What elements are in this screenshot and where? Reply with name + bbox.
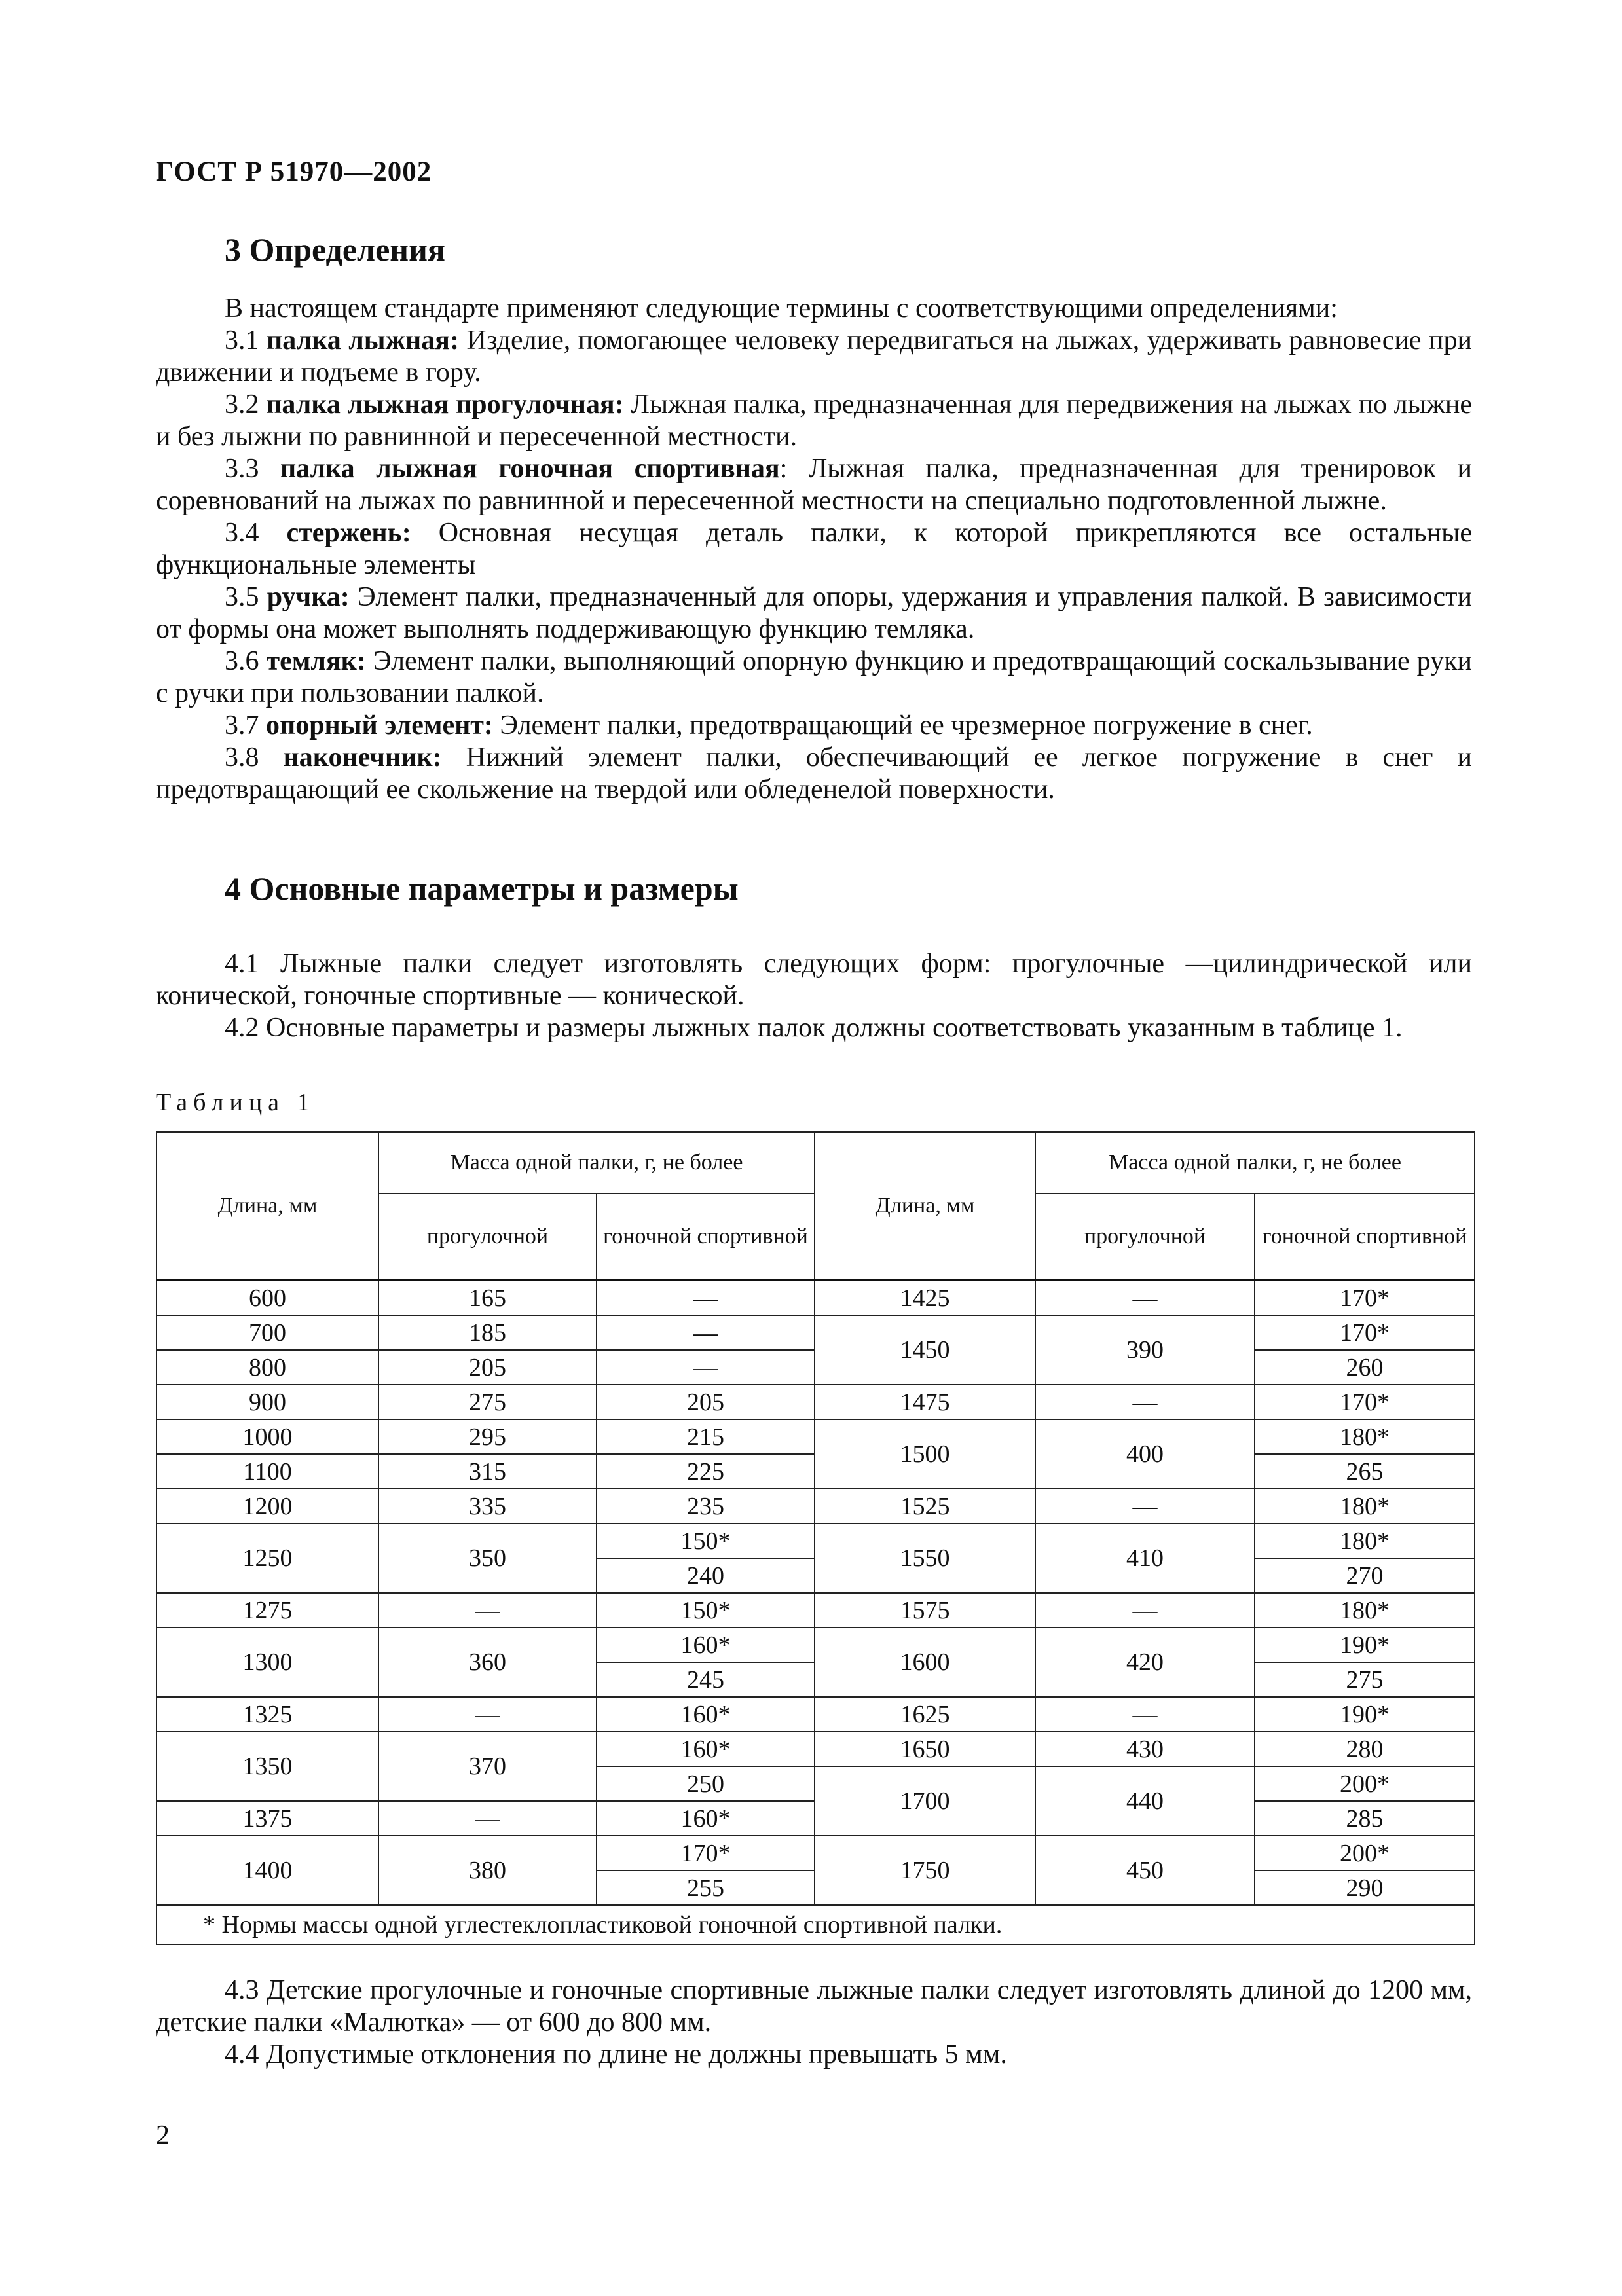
cell: 1500 [815,1419,1035,1489]
cell: 1650 [815,1732,1035,1766]
cell: 1400 [157,1836,378,1905]
cell: 360 [378,1628,597,1697]
cell: 1525 [815,1489,1035,1523]
term: стержень: [286,518,411,548]
term: темляк: [266,646,366,676]
definition-3-2: 3.2 палка лыжная прогулочная: Лыжная палка, предназначенная для передвижения на лыжах по лыжне и без лыжни по равнинной и пересеченной местности. [156,390,1472,452]
cell: 410 [1035,1523,1255,1593]
section-3-body [156,293,1472,806]
definition-3-1: 3.1 палка лыжная: Изделие, помогающее человеку передвигаться на лыжах, удерживать равновесие при движении и подъеме в гору. [156,325,1472,388]
definition-3-4: 3.4 стержень: Основная несущая деталь палки, к которой прикрепляются все остальные функциональные элементы [156,518,1472,580]
cell: 265 [1255,1454,1475,1489]
cell: 390 [1035,1315,1255,1385]
cell: — [1035,1593,1255,1628]
table-row [157,1836,1475,1870]
cell: 190* [1255,1628,1475,1662]
cell: 235 [597,1489,815,1523]
paragraph-4-3: 4.3 Детские прогулочные и гоночные спортивные лыжные палки следует изготовлять длиной до 1200 мм, детские палки «Малютка» — от 600 до 800 мм. [156,1975,1472,2037]
paragraph-4-1: 4.1 Лыжные палки следует изготовлять следующих форм: прогулочные —цилиндрической или конической, гоночные спортивные — конической. [156,949,1472,1011]
cell: 700 [157,1315,378,1350]
cell: 1625 [815,1697,1035,1732]
cell: — [378,1801,597,1836]
cell: 350 [378,1523,597,1593]
cell: — [1035,1489,1255,1523]
cell: 275 [378,1385,597,1419]
section-4-title: 4 Основные параметры и размеры [225,870,739,907]
cell: 205 [378,1350,597,1385]
cell: 1475 [815,1385,1035,1419]
cell: 180* [1255,1593,1475,1628]
table-row [157,1628,1475,1662]
cell: 800 [157,1350,378,1385]
cell: — [378,1593,597,1628]
section-4-body [156,948,1472,1044]
table-row [157,1385,1475,1419]
cell: 160* [597,1697,815,1732]
cell: 315 [378,1454,597,1489]
cell: 250 [597,1766,815,1801]
definition-3-6: 3.6 темляк: Элемент палки, выполняющий опорную функцию и предотвращающий соскальзывание руки с ручки при пользовании палкой. [156,646,1472,708]
term: опорный элемент: [266,710,493,740]
cell: 150* [597,1523,815,1558]
cell: 170* [1255,1385,1475,1419]
section-3-intro: В настоящем стандарте применяют следующие термины с соответствующими определениями: [225,293,1338,323]
cell: 170* [1255,1280,1475,1315]
cell: 900 [157,1385,378,1419]
cell: 290 [1255,1870,1475,1905]
table-row [157,1315,1475,1350]
cell: 150* [597,1593,815,1628]
table-row [157,1280,1475,1315]
header-walking-right: прогулочной [1035,1194,1255,1280]
cell: 275 [1255,1662,1475,1697]
cell: 260 [1255,1350,1475,1385]
definition-3-3: 3.3 палка лыжная гоночная спортивная: Лыжная палка, предназначенная для тренировок и соревнований на лыжах по равнинной и пересеченной местности на специально подготовленной лыжне. [156,454,1472,516]
header-racing-right: гоночной спортивной [1255,1194,1475,1280]
cell: 160* [597,1628,815,1662]
page-number: 2 [156,2121,170,2151]
cell: 285 [1255,1801,1475,1836]
table-row [157,1593,1475,1628]
header-mass-right: Масса одной палки, г, не более [1035,1132,1475,1194]
cell: 1425 [815,1280,1035,1315]
term: палка лыжная: [267,325,459,355]
header-mass: Масса одной палки, г, не более [378,1132,815,1194]
cell: 165 [378,1280,597,1315]
cell: 1550 [815,1523,1035,1593]
cell: 1600 [815,1628,1035,1697]
cell: 1375 [157,1801,378,1836]
cell: 1750 [815,1836,1035,1905]
cell: 600 [157,1280,378,1315]
cell: 205 [597,1385,815,1419]
cell: 1250 [157,1523,378,1593]
cell: 1300 [157,1628,378,1697]
cell: — [597,1350,815,1385]
cell: 180* [1255,1419,1475,1454]
cell: 400 [1035,1419,1255,1489]
cell: 180* [1255,1489,1475,1523]
cell: 190* [1255,1697,1475,1732]
term: наконечник: [283,742,442,773]
document-code: ГОСТ Р 51970—2002 [156,156,432,187]
cell: 1575 [815,1593,1035,1628]
paragraph-4-4: 4.4 Допустимые отклонения по длине не должны превышать 5 мм. [225,2039,1007,2069]
cell: 170* [1255,1315,1475,1350]
cell: 270 [1255,1558,1475,1593]
cell: 1100 [157,1454,378,1489]
header-racing: гоночной спортивной [597,1194,815,1280]
table-row [157,1489,1475,1523]
term: палка лыжная гоночная спортивная [280,454,780,484]
cell: 240 [597,1558,815,1593]
cell: 185 [378,1315,597,1350]
definition-3-8: 3.8 наконечник: Нижний элемент палки, обеспечивающий ее легкое погружение в снег и предотвращающий ее скольжение на твердой или обледенелой поверхности. [156,742,1472,805]
table-caption: Таблица 1 [156,1089,316,1116]
cell: 370 [378,1732,597,1801]
cell: 1200 [157,1489,378,1523]
header-length-right: Длина, мм [815,1132,1035,1280]
cell: 1350 [157,1732,378,1801]
cell: 1275 [157,1593,378,1628]
table-footnote: * Нормы массы одной углестеклопластиковой гоночной спортивной палки. [157,1905,1475,1944]
cell: — [597,1315,815,1350]
cell: 1000 [157,1419,378,1454]
term: палка лыжная прогулочная: [266,390,624,420]
cell: 255 [597,1870,815,1905]
cell: 430 [1035,1732,1255,1766]
cell: 1325 [157,1697,378,1732]
cell: 245 [597,1662,815,1697]
cell: 440 [1035,1766,1255,1836]
cell: — [597,1280,815,1315]
section-4-continued [156,1975,1472,2071]
table-row [157,1523,1475,1558]
cell: 1700 [815,1766,1035,1836]
table-row [157,1697,1475,1732]
header-length: Длина, мм [157,1132,378,1280]
cell: — [1035,1385,1255,1419]
paragraph-4-2: 4.2 Основные параметры и размеры лыжных палок должны соответствовать указанным в таблице 1. [225,1013,1403,1043]
cell: — [1035,1697,1255,1732]
cell: 225 [597,1454,815,1489]
cell: 450 [1035,1836,1255,1905]
definition-3-5: 3.5 ручка: Элемент палки, предназначенный для опоры, удержания и управления палкой. В зависимости от формы она может выполнять поддерживающую функцию темляка. [156,582,1472,644]
cell: — [1035,1280,1255,1315]
cell: 380 [378,1836,597,1905]
cell: 335 [378,1489,597,1523]
cell: 160* [597,1801,815,1836]
term: ручка: [267,582,350,612]
cell: 160* [597,1732,815,1766]
section-3-title: 3 Определения [225,231,445,268]
definition-3-7: 3.7 опорный элемент: Элемент палки, предотвращающий ее чрезмерное погружение в снег. [225,710,1313,740]
cell: 1450 [815,1315,1035,1385]
cell: 295 [378,1419,597,1454]
cell: 215 [597,1419,815,1454]
cell: 420 [1035,1628,1255,1697]
header-walking: прогулочной [378,1194,597,1280]
cell: — [378,1697,597,1732]
table-row [157,1732,1475,1766]
cell: 200* [1255,1766,1475,1801]
cell: 170* [597,1836,815,1870]
table-row [157,1419,1475,1454]
cell: 200* [1255,1836,1475,1870]
ski-pole-table [156,1131,1475,1945]
cell: 180* [1255,1523,1475,1558]
cell: 280 [1255,1732,1475,1766]
